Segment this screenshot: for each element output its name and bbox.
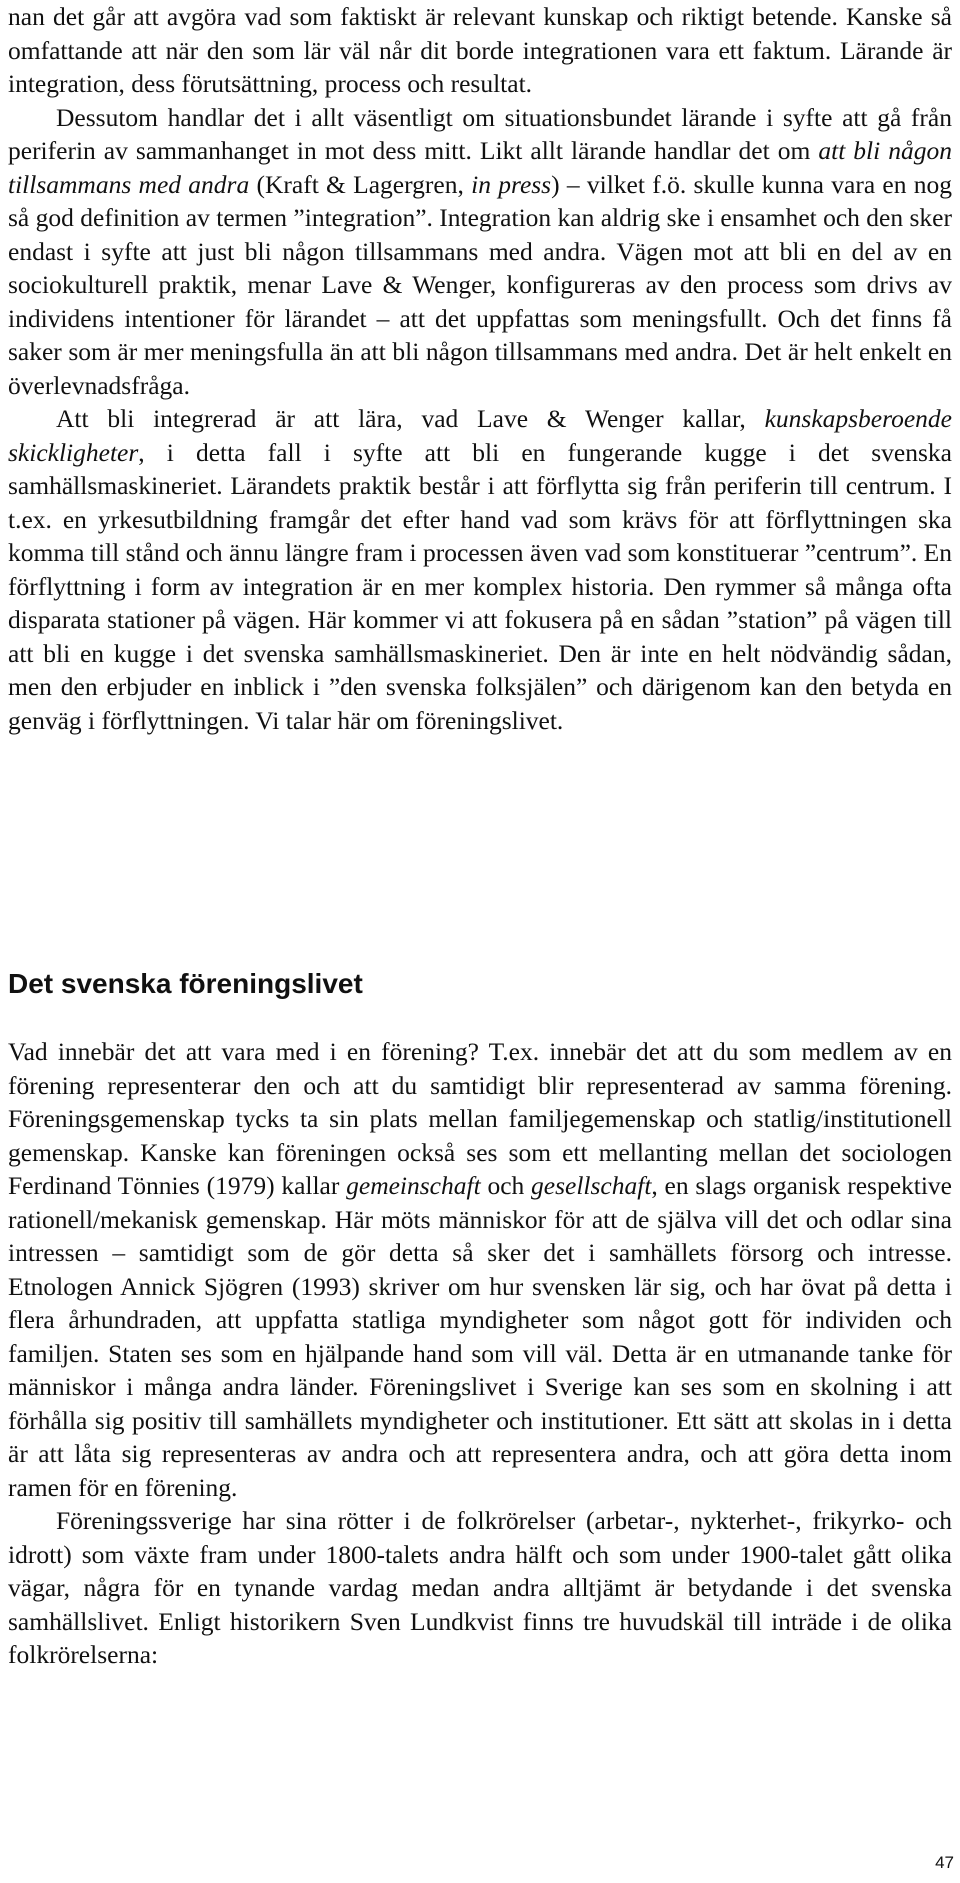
section-heading: Det svenska föreningslivet (8, 968, 363, 999)
paragraph-2 (8, 101, 952, 403)
italic-run: in press (471, 169, 552, 199)
text-run: ) – vilket f.ö. skulle kunna vara en nog så god definition av termen ”integration”. Integration kan aldrig ske i ensamhet och den sker endast i syfte att just bli någon tillsammans med andra. Vägen mot att bli en del av en sociokulturell praktik, menar Lave & Wenger, konfigureras av den process som drivs av individens intentioner för lärandet – att det uppfattas som meningsfullt. Och det finns få saker som är mer meningsfulla än att bli någon tillsammans med andra. Det är helt enkelt en överlevnadsfråga. (8, 169, 952, 400)
section-foreningslivet (8, 1035, 952, 1672)
paragraph-3 (8, 402, 952, 737)
italic-run: gesellschaft (531, 1171, 652, 1200)
text-run: och (480, 1171, 532, 1200)
text-run: , i detta fall i syfte att bli en fungerande kugge i det svenska samhällsmaskineriet. Lärandets praktik består i att förflytta sig från periferin till centrum. I t.ex. en yrkesutbildning framgår det efter hand vad som krävs för att förflyttningen ska komma till stånd och ännu längre fram i processen även vad som konstituerar ”centrum”. En förflyttning i form av integration är en mer komplex historia. Den rymmer så många ofta disparata stationer på vägen. Här kommer vi att fokusera på en sådan ”station” på vägen till att bli en kugge i det svenska samhällsmaskineriet. Den är inte en helt nödvändig sådan, men den erbjuder en inblick i ”den svenska folksjälen” och därigenom kan den betyda en genväg i förflyttningen. Vi talar här om föreningslivet. (8, 437, 952, 735)
italic-run: gemeinschaft (346, 1171, 481, 1200)
text-run: Vad innebär det att vara med i en förening? T.ex. innebär det att du som medlem av en förening representerar den och att du samtidigt blir representerad av samma förening. Föreningsgemenskap tycks ta sin plats mellan familjegemenskap och statlig/institutionell gemenskap. Kanske kan föreningen också ses som ett mellanting mellan det sociologen Ferdinand Tönnies (1979) kallar (8, 1037, 952, 1200)
text-run: nan det går att avgöra vad som faktiskt är relevant kunskap och riktigt betende. Kanske så omfattande att när den som lär väl når dit borde integrationen vara ett faktum. Lärande är integration, dess förutsättning, process och resultat. (8, 2, 952, 98)
paragraph-1 (8, 0, 952, 101)
italic-run: att bli någon tillsammans med andra (8, 136, 953, 199)
paragraph-5 (8, 1504, 952, 1672)
text-run: Att bli integrerad är att lära, vad Lave & Wenger kallar, (56, 404, 765, 433)
page-number: 47 (935, 1853, 954, 1872)
paragraph-4 (8, 1035, 952, 1504)
section-intro (8, 0, 952, 737)
text-run: (Kraft & Lagergren, (249, 169, 472, 199)
text-run: Dessutom handlar det i allt väsentligt om situationsbundet lärande i syfte att gå från periferin av sammanhanget in mot dess mitt. Likt allt lärande handlar det om (8, 102, 952, 165)
italic-run: kunskapsberoende skickligheter (8, 404, 952, 467)
text-run: , en slags organisk respektive rationell/mekanisk gemenskap. Här möts människor för att de själva vill det och odlar sina intressen – samtidigt som de gör detta så sker det i samhällets försorg och intresse. Etnologen Annick Sjögren (1993) skriver om hur svensken lär sig, och har övat på detta i flera århundraden, att uppfatta statliga myndigheter som något gott för individen och familjen. Staten ses som en hjälpande hand som vill väl. Detta är en utmanande tanke för människor i många andra länder. Föreningslivet i Sverige kan ses som en skolning i att förhålla sig positiv till samhällets myndigheter och institutioner. Ett sätt att skolas in i detta är att låta sig representeras av andra och att representera andra, och att göra detta inom ramen för en förening. (8, 1171, 952, 1502)
text-run: Föreningssverige har sina rötter i de folkrörelser (arbetar-, nykterhet-, frikyrko- och idrott) som växte fram under 1800-talets andra hälft och som under 1900-talet gått olika vägar, några för en tynande vardag medan andra alltjämt är betydande i det svenska samhällslivet. Enligt historikern Sven Lundkvist finns tre huvudskäl till inträde i de olika folkrörelserna: (8, 1506, 952, 1669)
